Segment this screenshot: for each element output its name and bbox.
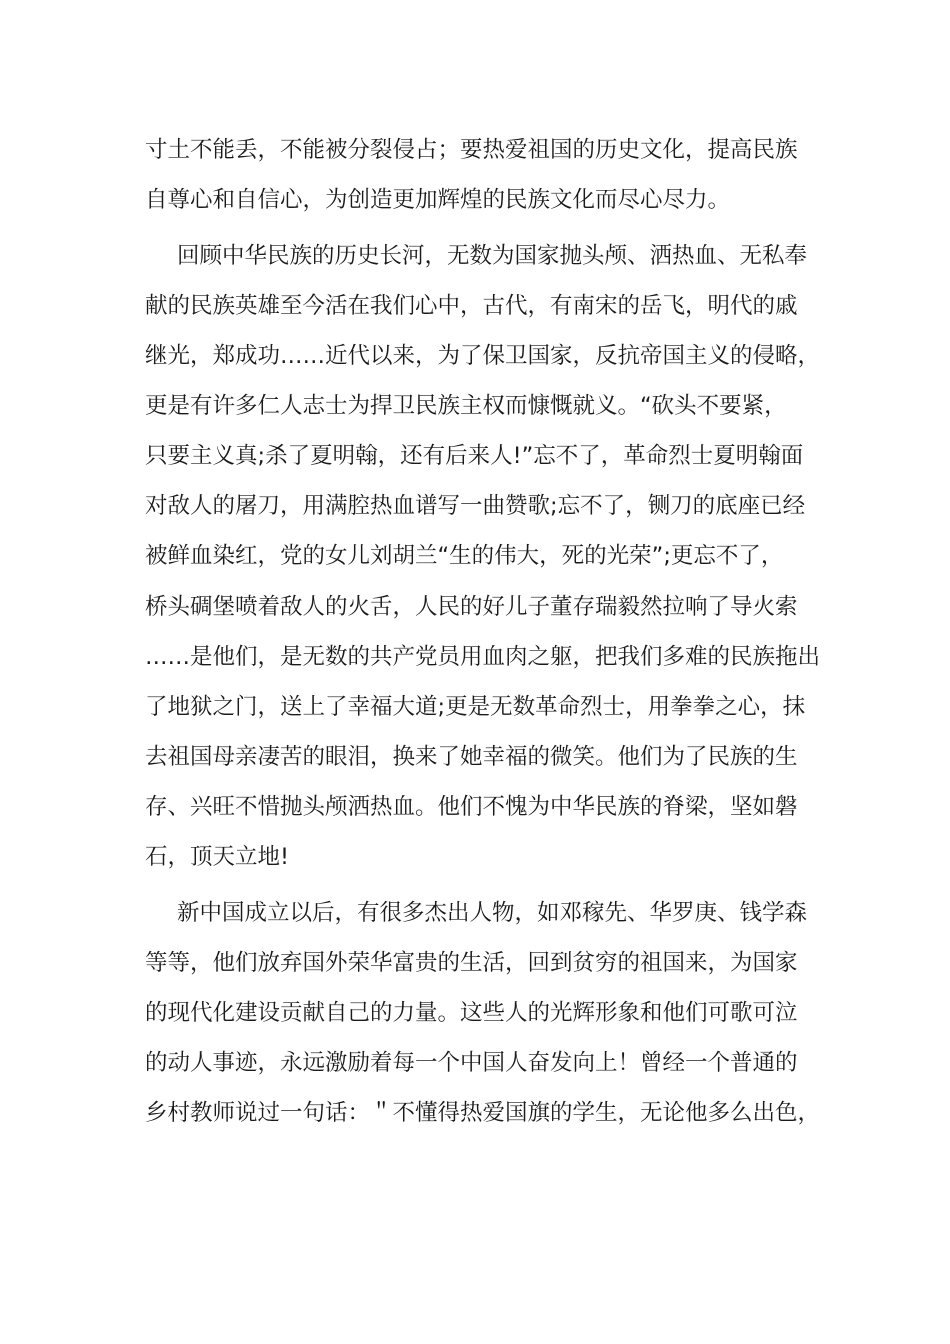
text-line: 回顾中华民族的历史长河，无数为国家抛头颅、洒热血、无私奉 [177,243,808,269]
text-line: 继光，郑成功……近代以来，为了保卫国家，反抗帝国主义的侵略， [145,343,821,369]
text-line: 被鲜血染红，党的女儿刘胡兰“生的伟大，死的光荣”;更忘不了， [145,543,784,569]
text-line: 献的民族英雄至今活在我们心中，古代，有南宋的岳飞，明代的戚 [145,293,798,319]
text-line: ……是他们，是无数的共产党员用血肉之躯，把我们多难的民族拖出 [145,644,821,670]
text-line: 新中国成立以后，有很多杰出人物，如邓稼先、华罗庚、钱学森 [177,900,808,926]
text-line: 存、兴旺不惜抛头颅洒热血。他们不愧为中华民族的脊梁，坚如磐 [145,794,798,820]
text-line: 等等，他们放弃国外荣华富贵的生活，回到贫穷的祖国来，为国家 [145,950,798,976]
text-line: 对敌人的屠刀，用满腔热血谱写一曲赞歌;忘不了，铡刀的底座已经 [145,493,806,519]
text-line: 石，顶天立地! [145,844,290,870]
text-line: 去祖国母亲凄苦的眼泪，换来了她幸福的微笑。他们为了民族的生 [145,744,798,770]
text-line: 的现代化建设贡献自己的力量。这些人的光辉形象和他们可歌可泣 [145,1000,798,1026]
text-line: 乡村教师说过一句话：＂不懂得热爱国旗的学生，无论他多么出色， [145,1100,821,1126]
text-line: 更是有许多仁人志士为捍卫民族主权而慷慨就义。“砍头不要紧， [145,393,787,419]
text-line: 只要主义真;杀了夏明翰，还有后来人!”忘不了，革命烈士夏明翰面 [145,443,804,469]
text-line: 了地狱之门，送上了幸福大道;更是无数革命烈士，用拳拳之心，抹 [145,694,806,720]
text-line: 的动人事迹，永远激励着每一个中国人奋发向上！曾经一个普通的 [145,1050,798,1076]
text-line: 寸土不能丢，不能被分裂侵占；要热爱祖国的历史文化，提高民族 [145,137,798,163]
text-line: 自尊心和自信心，为创造更加辉煌的民族文化而尽心尽力。 [145,187,731,213]
text-line: 桥头碉堡喷着敌人的火舌，人民的好儿子董存瑞毅然拉响了导火索 [145,594,798,620]
